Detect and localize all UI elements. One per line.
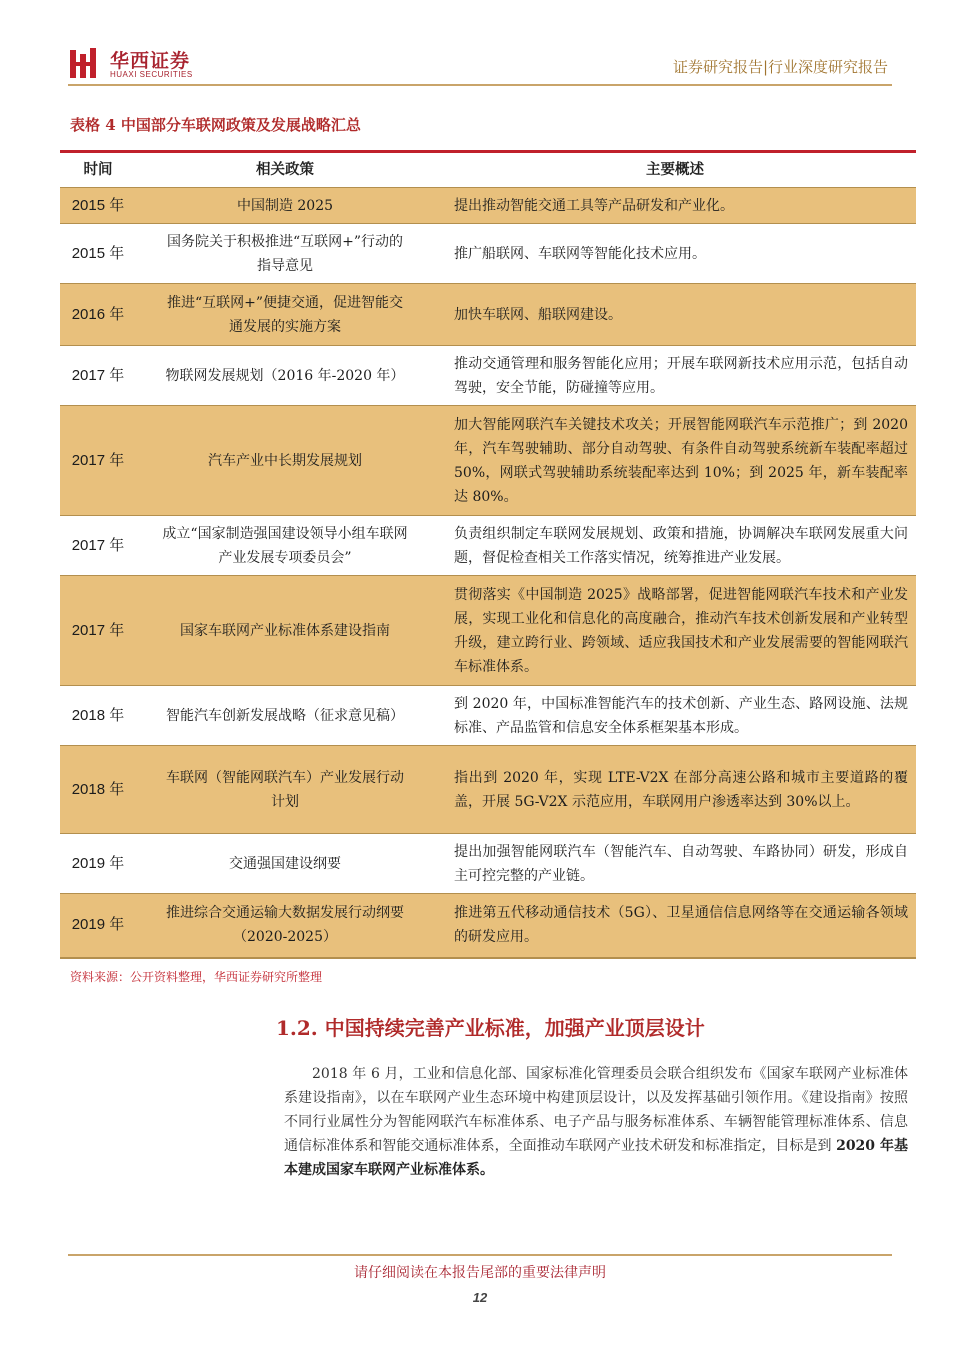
row-policy: 物联网发展规划（2016 年-2020 年） [136, 346, 434, 406]
brand-name-cn: 华西证券 [110, 50, 191, 72]
paragraph-bold-text: 2020 年基本建成国家车联网产业标准体系。 [284, 1138, 908, 1178]
row-year: 2015 年 [60, 224, 136, 284]
page-number: 12 [472, 1290, 488, 1305]
row-year: 2017 年 [60, 346, 136, 406]
paragraph-text: 2018 年 6 月，工业和信息化部、国家标准化管理委员会联合组织发布《国家车联网产业标准体系建设指南》，以在车联网产业生态环境中构建顶层设计，以及发挥基础引领作用。《建设指南》按照不同行业属性分为智能网联汽车标准体系、电子产品与服务标准体系、车辆智能管理标准体系、信息通信标准体系和智能交通标准体系，全面推动车联网产业技术研发和标准指定，目标是到 [284, 1066, 908, 1154]
row-policy: 推进综合交通运输大数据发展行动纲要（2020-2025） [136, 894, 434, 958]
row-year: 2017 年 [60, 516, 136, 576]
table-row [60, 576, 916, 686]
footer-divider [68, 1254, 892, 1256]
table-row [60, 224, 916, 284]
row-policy: 智能汽车创新发展战略（征求意见稿） [136, 686, 434, 746]
row-summary: 推动交通管理和服务智能化应用；开展车联网新技术应用示范，包括自动驾驶，安全节能，防碰撞等应用。 [434, 346, 916, 406]
legal-note: 请仔细阅读在本报告尾部的重要法律声明 [354, 1265, 606, 1281]
row-summary: 推广船联网、车联网等智能化技术应用。 [434, 224, 916, 284]
row-policy: 车联网（智能网联汽车）产业发展行动计划 [136, 746, 434, 834]
row-summary: 负责组织制定车联网发展规划、政策和措施，协调解决车联网发展重大问题，督促检查相关工作落实情况，统筹推进产业发展。 [434, 516, 916, 576]
row-year: 2016 年 [60, 284, 136, 346]
row-year: 2015 年 [60, 188, 136, 224]
row-summary: 提出推动智能交通工具等产品研发和产业化。 [434, 188, 916, 224]
header-divider [68, 84, 892, 86]
row-year: 2018 年 [60, 686, 136, 746]
brand-name-en: HUAXI SECURITIES [110, 70, 193, 79]
table-row [60, 346, 916, 406]
row-summary: 提出加强智能网联汽车（智能汽车、自动驾驶、车路协同）研发，形成自主可控完整的产业链。 [434, 834, 916, 894]
row-policy: 国家车联网产业标准体系建设指南 [136, 576, 434, 686]
policy-table [60, 150, 916, 959]
row-year: 2017 年 [60, 576, 136, 686]
table-row [60, 686, 916, 746]
table-row [60, 894, 916, 958]
row-summary: 加大智能网联汽车关键技术攻关；开展智能网联汽车示范推广；到 2020 年，汽车驾驶辅助、部分自动驾驶、有条件自动驾驶系统新车装配率超过 50%，网联式驾驶辅助系统装配率达到 10%；到 2025 年，新车装配率达 80%。 [434, 406, 916, 516]
row-summary: 加快车联网、船联网建设。 [434, 284, 916, 346]
row-summary: 到 2020 年，中国标准智能汽车的技术创新、产业生态、路网设施、法规标准、产品监管和信息安全体系框架基本形成。 [434, 686, 916, 746]
table-row [60, 746, 916, 834]
row-year: 2019 年 [60, 834, 136, 894]
table-caption: 表格 4 中国部分车联网政策及发展战略汇总 [70, 116, 361, 134]
row-year: 2017 年 [60, 406, 136, 516]
huaxi-logo-icon [68, 46, 104, 80]
row-year: 2018 年 [60, 746, 136, 834]
table-row [60, 188, 916, 224]
row-policy: 交通强国建设纲要 [136, 834, 434, 894]
table-source: 资料来源：公开资料整理，华西证券研究所整理 [70, 970, 323, 984]
section-paragraph [284, 1062, 908, 1182]
header-year: 时间 [60, 152, 136, 188]
table-header-row [60, 152, 916, 188]
table-row [60, 284, 916, 346]
row-year: 2019 年 [60, 894, 136, 958]
row-summary: 推进第五代移动通信技术（5G）、卫星通信信息网络等在交通运输各领域的研发应用。 [434, 894, 916, 958]
section-title: 1.2. 中国持续完善产业标准，加强产业顶层设计 [276, 1016, 705, 1040]
row-policy: 国务院关于积极推进“互联网+”行动的指导意见 [136, 224, 434, 284]
header-summary: 主要概述 [434, 152, 916, 188]
row-policy: 中国制造 2025 [136, 188, 434, 224]
table-row [60, 516, 916, 576]
row-summary: 指出到 2020 年，实现 LTE-V2X 在部分高速公路和城市主要道路的覆盖，开展 5G-V2X 示范应用，车联网用户渗透率达到 30%以上。 [434, 746, 916, 834]
row-policy: 推进“互联网+”便捷交通，促进智能交通发展的实施方案 [136, 284, 434, 346]
row-policy: 成立“国家制造强国建设领导小组车联网产业发展专项委员会” [136, 516, 434, 576]
report-type: 证券研究报告|行业深度研究报告 [672, 58, 888, 76]
header-policy: 相关政策 [136, 152, 434, 188]
row-policy: 汽车产业中长期发展规划 [136, 406, 434, 516]
table-row [60, 834, 916, 894]
row-summary: 贯彻落实《中国制造 2025》战略部署，促进智能网联汽车技术和产业发展，实现工业化和信息化的高度融合，推动汽车技术创新发展和产业转型升级，建立跨行业、跨领域、适应我国技术和产业发展需要的智能网联汽车标准体系。 [434, 576, 916, 686]
table-row [60, 406, 916, 516]
